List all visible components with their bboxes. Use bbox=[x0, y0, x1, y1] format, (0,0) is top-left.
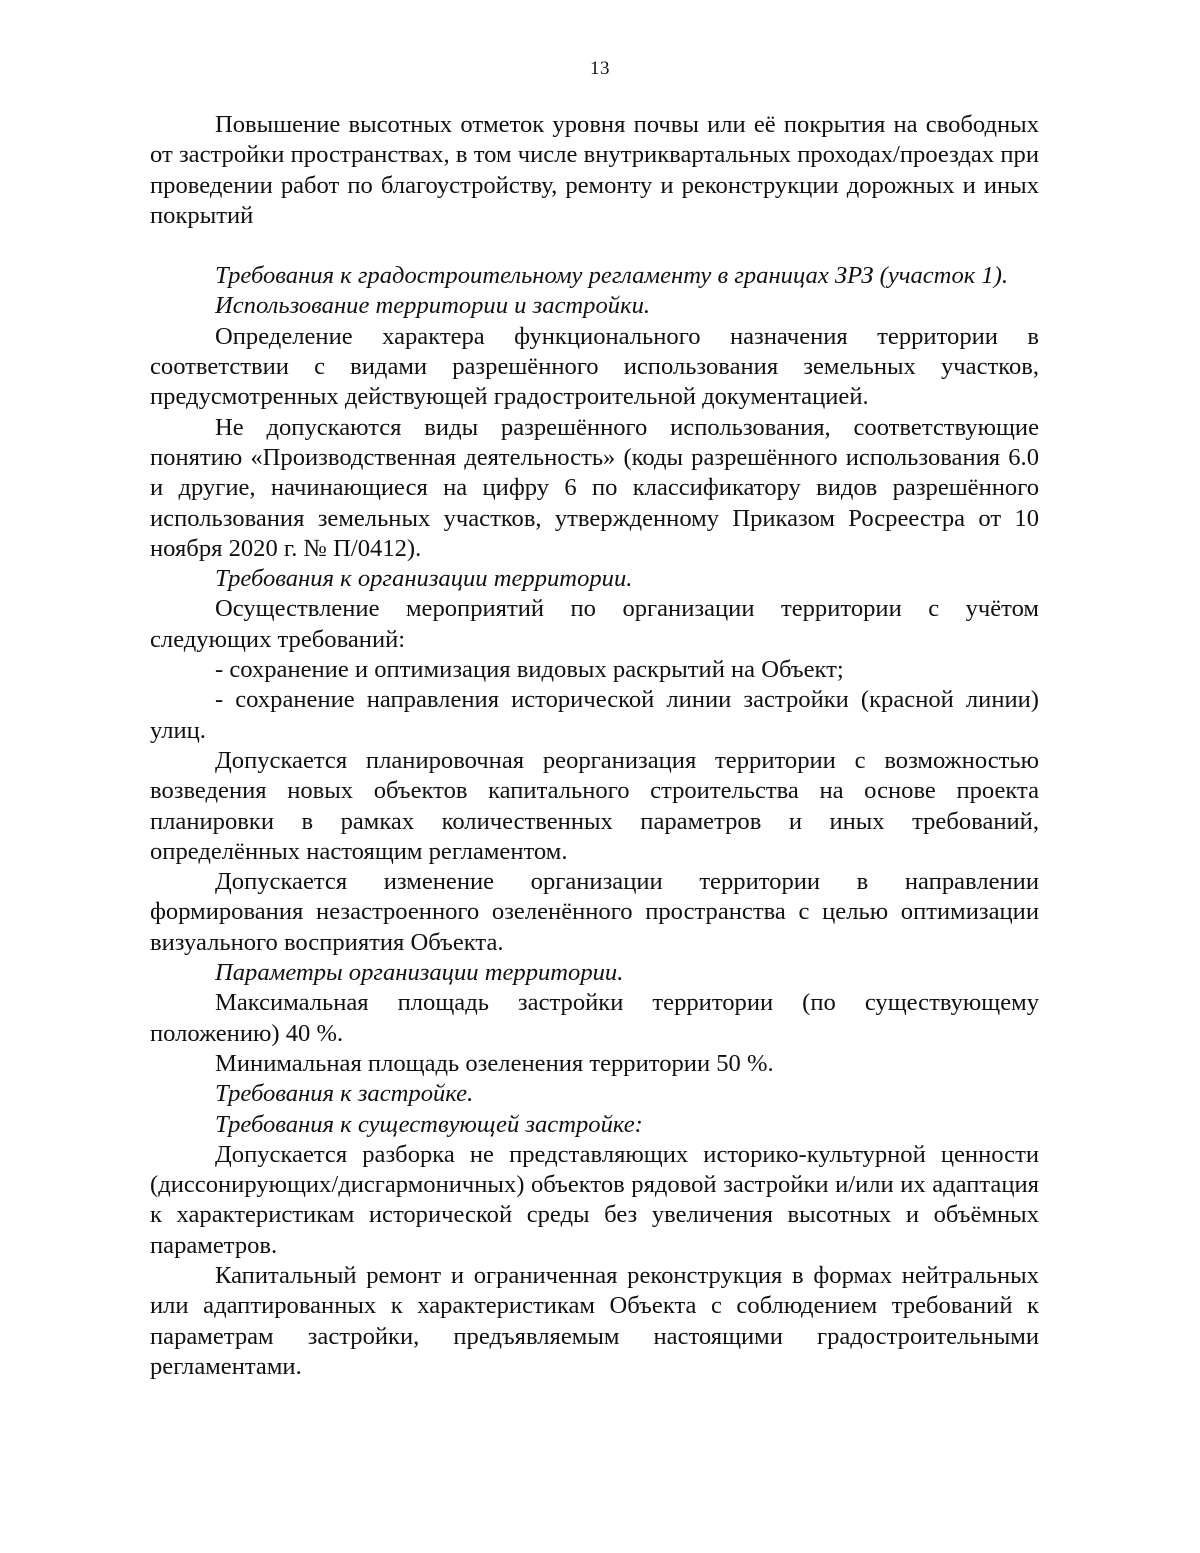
paragraph-max-building-area: Максимальная площадь застройки территории (по существующему положению) 40 %. bbox=[150, 989, 1039, 1047]
heading-zrz-requirements: Требования к градостроительному регламенту в границах ЗРЗ (участок 1). bbox=[215, 262, 1009, 290]
paragraph-prohibited-uses: Не допускаются виды разрешённого использования, соответствующие понятию «Производственная деятельность» (коды разрешённого использования 6.0 и другие, начинающиеся на цифру 6 по классификатору видов разрешённого использования земельных участков, утвержденному Приказом Росреестра от 10 ноября 2020 г. № П/0412). bbox=[150, 413, 1039, 562]
paragraph-planning-reorganization: Допускается планировочная реорганизация территории с возможностью возведения новых объектов капитального строительства на основе проекта планировки в рамках количественных параметров и иных требований, определённых настоящим регламентом. bbox=[150, 746, 1039, 865]
paragraph-spacer bbox=[150, 231, 1039, 261]
heading-territory-use: Использование территории и застройки. bbox=[215, 292, 651, 320]
paragraph-green-space: Допускается изменение организации территории в направлении формирования незастроенного озеленённого пространства с целью оптимизации визуального восприятия Объекта. bbox=[150, 868, 1039, 956]
paragraph-min-greening-area: Минимальная площадь озеленения территории 50 %. bbox=[215, 1049, 774, 1077]
heading-building-requirements: Требования к застройке. bbox=[215, 1080, 474, 1108]
document-body bbox=[150, 110, 1039, 1382]
paragraph-functional-purpose: Определение характера функционального назначения территории в соответствии с видами разрешённого использования земельных участков, предусмотренных действующей градостроительной документацией. bbox=[150, 322, 1039, 411]
page-number: 13 bbox=[590, 58, 610, 79]
heading-existing-buildings: Требования к существующей застройке: bbox=[215, 1110, 643, 1138]
list-item-red-line: - сохранение направления исторической линии застройки (красной линии) улиц. bbox=[150, 686, 1039, 744]
paragraph-demolition: Допускается разборка не представляющих историко-культурной ценности (диссонирующих/дисгармоничных) объектов рядовой застройки и/или их адаптация к характеристикам исторической среды без увеличения высотных и объёмных параметров. bbox=[150, 1140, 1039, 1259]
list-item-view-preservation: - сохранение и оптимизация видовых раскрытий на Объект; bbox=[215, 656, 844, 684]
heading-territory-organization: Требования к организации территории. bbox=[215, 565, 633, 593]
paragraph-organization-measures: Осуществление мероприятий по организации территории с учётом следующих требований: bbox=[150, 595, 1039, 653]
paragraph-soil-level: Повышение высотных отметок уровня почвы или её покрытия на свободных от застройки пространствах, в том числе внутриквартальных проходах/проездах при проведении работ по благоустройству, ремонту и реконструкции дорожных и иных покрытий bbox=[150, 111, 1039, 229]
heading-territory-parameters: Параметры организации территории. bbox=[215, 959, 624, 987]
paragraph-capital-repair: Капитальный ремонт и ограниченная реконструкция в формах нейтральных или адаптированных к характеристикам Объекта с соблюдением требований к параметрам застройки, предъявляемым настоящими градостроительными регламентами. bbox=[150, 1261, 1039, 1380]
